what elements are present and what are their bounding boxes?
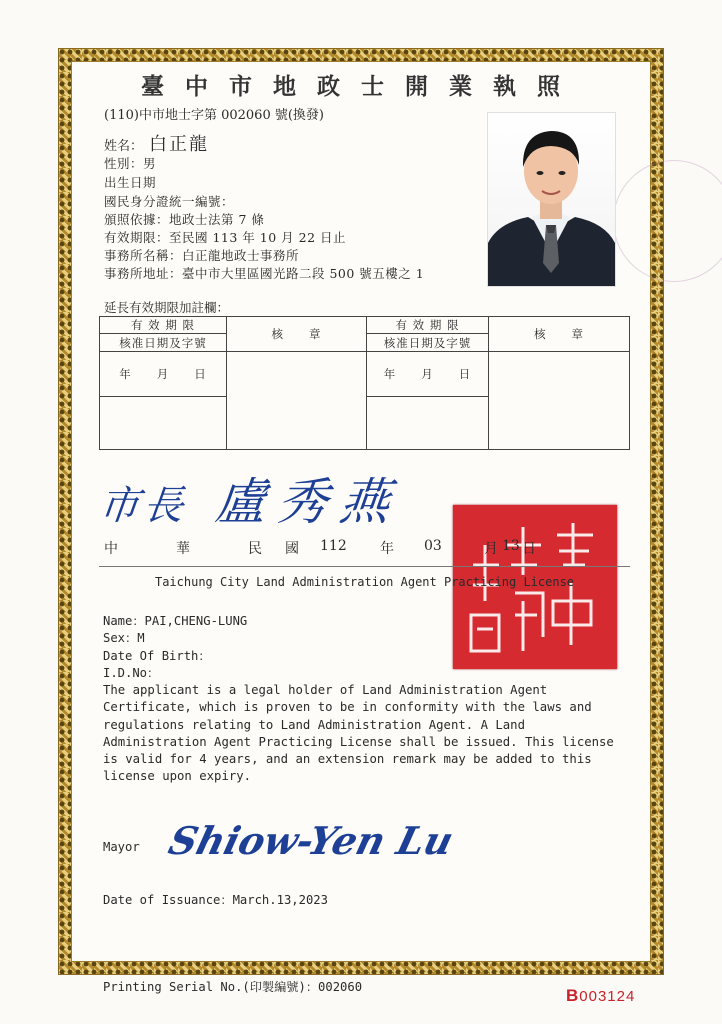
approval-cell-right: [367, 397, 489, 450]
birth-field: 出生日期: [104, 175, 157, 190]
mayor-label: Mayor: [103, 840, 140, 854]
date-char-3: 國: [285, 541, 299, 557]
date-char-2: 民: [248, 541, 262, 557]
date-char-7: 月: [484, 541, 498, 557]
english-dob: Date Of Birth：: [103, 649, 211, 663]
date-char-5: 年: [380, 541, 394, 557]
extension-section-title: 延長有效期限加註欄：: [104, 300, 230, 315]
date-char-9: 日: [522, 541, 536, 557]
name-value: 白正龍: [149, 134, 210, 155]
english-id: I.D.No：: [103, 666, 160, 680]
mayor-name-cn: 盧秀燕: [212, 473, 405, 531]
date-of-issuance: Date of Issuance：March.13,2023: [103, 893, 328, 907]
approval-header-right: 核准日期及字號: [367, 334, 489, 352]
date-day-value: 13: [502, 538, 520, 554]
english-name: Name：PAI,CHENG-LUNG: [103, 614, 248, 628]
certificate-title: 臺中市地政士開業執照: [141, 73, 581, 100]
seal-cell-left: [227, 352, 367, 450]
license-basis-field: 頒照依據：地政士法第 7 條: [104, 212, 265, 227]
name-row: [104, 130, 209, 156]
approval-cell-left: [100, 397, 227, 450]
serial-prefix: B: [566, 986, 580, 1005]
name-label: 姓名：: [104, 139, 144, 154]
mayor-signature-chinese: [96, 462, 405, 534]
extension-table: [99, 316, 630, 450]
seal-header-left: 核 章: [227, 317, 367, 352]
section-divider: [99, 566, 630, 567]
date-cell-left: 年 月 日: [100, 352, 227, 397]
seal-header-right: 核 章: [489, 317, 630, 352]
validity-header-left: 有 效 期 限: [100, 317, 227, 334]
validity-header-right: 有 效 期 限: [367, 317, 489, 334]
date-char-1: 華: [176, 541, 190, 557]
date-char-0: 中: [104, 541, 118, 557]
applicant-photo: [487, 112, 616, 287]
portrait-illustration: [488, 113, 615, 286]
certificate-number: (110)中市地士字第 002060 號(換發): [104, 108, 324, 123]
printing-serial: Printing Serial No.(印製編號)：002060: [103, 980, 363, 994]
approval-header-left: 核准日期及字號: [100, 334, 227, 352]
mayor-signature-english: Shiow-Yen Lu: [164, 818, 458, 863]
date-year-value: 112: [320, 538, 347, 554]
id-number-field: 國民身分證統一編號：: [104, 194, 235, 209]
date-month-value: 03: [424, 538, 442, 554]
validity-field: 有效期限：至民國 113 年 10 月 22 日止: [104, 230, 347, 245]
seal-cell-right: [489, 352, 630, 450]
office-address-field: 事務所地址：臺中市大里區國光路二段 500 號五樓之 1: [104, 266, 425, 281]
english-title: Taichung City Land Administration Agent Practicing License: [154, 575, 575, 589]
mayor-title-cn: 市長: [96, 483, 190, 529]
english-sex: Sex：M: [103, 631, 145, 645]
english-statement: The applicant is a legal holder of Land Administration Agent Certificate, which is proven to be in conformity with the laws and regulations relating to Land Administration Agent. A Land Administration Agent Practicing License shall be issued. This license is valid for 4 years, and an extension remark may be added to this license upon expiry.: [103, 683, 614, 784]
sex-field: 性別：男: [104, 156, 157, 171]
serial-digits: 003124: [579, 988, 636, 1005]
office-name-field: 事務所名稱：白正龍地政士事務所: [104, 248, 300, 263]
serial-number-red: [566, 986, 635, 1006]
date-cell-right: 年 月 日: [367, 352, 489, 397]
